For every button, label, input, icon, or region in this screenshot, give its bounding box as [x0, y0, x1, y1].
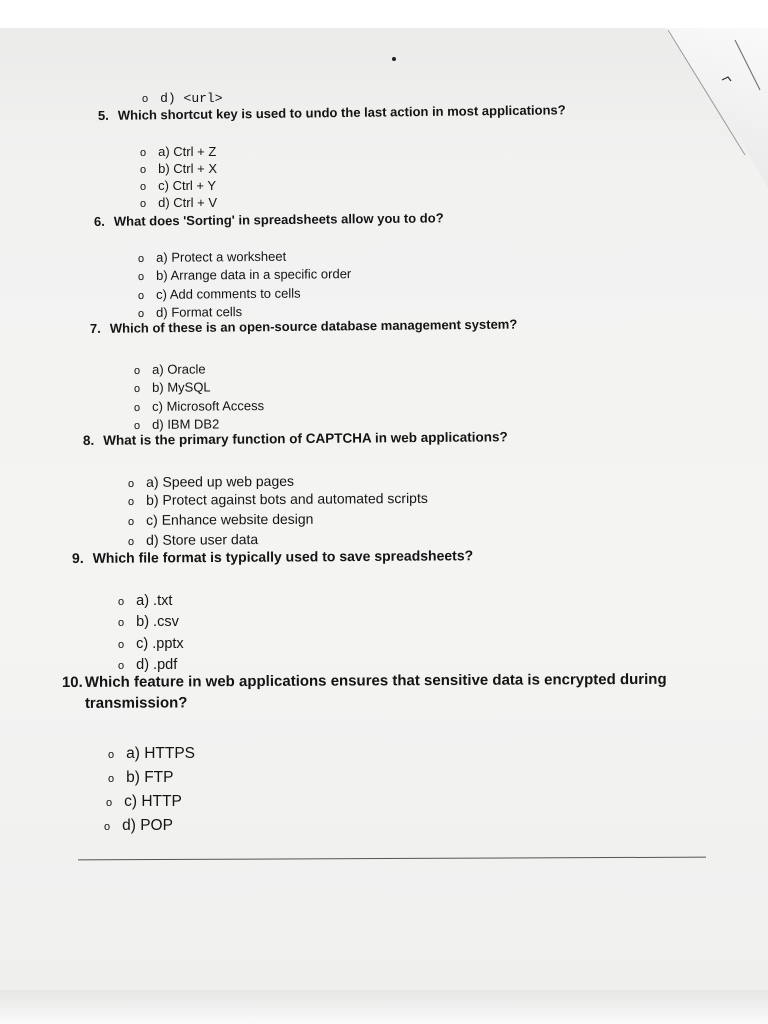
option-8b — [128, 490, 428, 510]
bullet-icon: o — [133, 419, 141, 432]
option-text: c) Ctrl + Y — [158, 178, 217, 193]
question-number: 8. — [82, 432, 95, 448]
option-text: a) Protect a worksheet — [156, 248, 287, 265]
option-9a — [118, 593, 172, 610]
option-7b — [134, 379, 211, 397]
bullet-icon: o — [137, 270, 145, 283]
option-6b — [138, 266, 351, 285]
option-text: a) .txt — [136, 593, 173, 609]
option-text: b) Ctrl + X — [158, 161, 217, 176]
question-text: Which of these is an open-source database management system? — [109, 316, 518, 336]
option-text: b) MySQL — [152, 379, 211, 395]
option-6a — [138, 249, 286, 267]
bullet-icon: o — [108, 773, 115, 785]
question-text: What is the primary function of CAPTCHA in web applications? — [103, 429, 508, 448]
option-text: d) POP — [122, 817, 173, 834]
option-text: b) Protect against bots and automated scripts — [146, 489, 428, 508]
option-prev-d — [142, 90, 223, 107]
bullet-icon: o — [127, 495, 135, 508]
question-text: Which file format is typically used to save spreadsheets? — [92, 547, 474, 566]
bullet-icon: o — [137, 289, 145, 302]
option-text: a) HTTPS — [126, 745, 196, 762]
option-5a — [140, 144, 216, 161]
option-text: c) Microsoft Access — [152, 398, 265, 414]
question-number: 6. — [93, 213, 105, 229]
bullet-icon: o — [127, 515, 135, 528]
bullet-icon: o — [142, 93, 149, 105]
option-8d — [128, 531, 258, 550]
ink-dot — [392, 57, 396, 61]
bullet-icon: o — [140, 181, 147, 193]
bullet-icon: o — [133, 401, 141, 414]
option-text: d) .pdf — [136, 657, 178, 673]
question-9 — [72, 547, 473, 566]
bullet-icon: o — [140, 147, 147, 159]
fold-crease — [0, 0, 768, 200]
option-text: d) Format cells — [156, 304, 243, 320]
bullet-icon: o — [118, 639, 125, 651]
option-text: c) Add comments to cells — [156, 285, 301, 302]
option-10b — [108, 768, 174, 789]
option-text: d) IBM DB2 — [152, 416, 220, 432]
bullet-icon: o — [127, 477, 135, 490]
option-10a — [108, 744, 195, 765]
page-bottom-shadow — [0, 990, 768, 1024]
option-5b — [140, 161, 217, 178]
bullet-icon: o — [140, 198, 147, 210]
option-7c — [134, 398, 264, 416]
bullet-icon: o — [137, 252, 145, 265]
bullet-icon: o — [118, 660, 125, 672]
option-10d — [104, 816, 173, 837]
question-number: 5. — [97, 107, 109, 123]
option-9c — [118, 636, 184, 653]
option-text: b) .csv — [136, 614, 179, 630]
option-9b — [118, 614, 179, 631]
bullet-icon: o — [106, 797, 113, 809]
option-8a — [128, 473, 294, 492]
question-10 — [62, 669, 702, 714]
bullet-icon: o — [127, 535, 135, 548]
option-text: c) Enhance website design — [146, 510, 314, 528]
bullet-icon: o — [118, 617, 125, 629]
question-number: 10. — [61, 673, 83, 691]
option-text: a) Speed up web pages — [146, 472, 295, 490]
bullet-icon: o — [140, 164, 147, 176]
option-10c — [106, 792, 182, 813]
bullet-icon: o — [118, 596, 125, 608]
option-text: d) Store user data — [146, 531, 259, 548]
bullet-icon: o — [108, 749, 115, 761]
bullet-icon: o — [104, 821, 111, 833]
question-number: 9. — [71, 549, 84, 566]
bullet-icon: o — [137, 307, 145, 320]
option-text: b) Arrange data in a specific order — [156, 266, 352, 283]
question-text: Which feature in web applications ensures that sensitive data is encrypted during transmission? — [84, 670, 667, 712]
option-8c — [128, 511, 314, 530]
question-number: 7. — [89, 320, 101, 336]
question-text: Which shortcut key is used to undo the last action in most applications? — [117, 102, 566, 123]
option-text: c) HTTP — [124, 793, 182, 810]
option-5c — [140, 178, 216, 195]
bullet-icon: o — [133, 382, 141, 395]
question-text: What does 'Sorting' in spreadsheets allow you to do? — [113, 210, 444, 229]
option-text: c) .pptx — [136, 636, 184, 652]
option-7a — [134, 362, 206, 379]
option-text: d) Ctrl + V — [158, 195, 217, 210]
bullet-icon: o — [133, 364, 141, 377]
option-text: d) <url> — [160, 91, 223, 106]
option-5d — [140, 195, 217, 212]
option-text: b) FTP — [126, 769, 174, 786]
option-text: a) Oracle — [152, 361, 206, 377]
option-6c — [138, 286, 301, 304]
option-text: a) Ctrl + Z — [158, 144, 217, 159]
